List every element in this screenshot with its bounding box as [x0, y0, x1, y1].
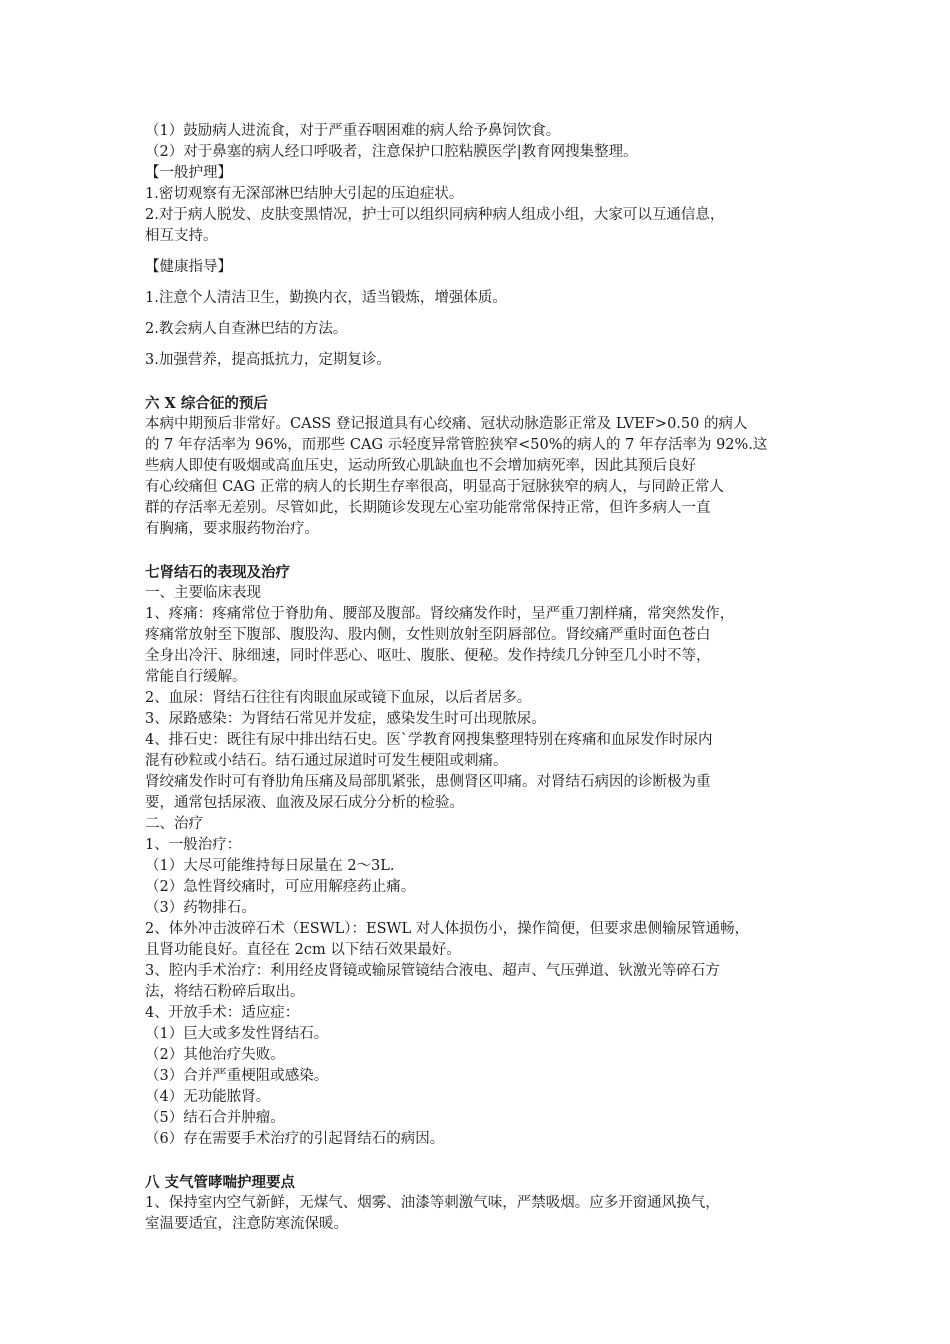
- paragraph-line: 3、腔内手术治疗：利用经皮肾镜或输尿管镜结合液电、超声、气压弹道、钬激光等碎石方: [145, 963, 720, 979]
- paragraph-line: 且肾功能良好。直径在 2cm 以下结石效果最好。: [145, 942, 461, 958]
- paragraph-line: 法，将结石粉碎后取出。: [145, 984, 305, 1000]
- health-guidance-block: [145, 257, 825, 371]
- paragraph-line: （3）合并严重梗阻或感染。: [145, 1068, 329, 1084]
- paragraph-line: 2、血尿：肾结石往往有肉眼血尿或镜下血尿，以后者居多。: [145, 690, 532, 706]
- paragraph-line: 3、尿路感染：为肾结石常见并发症，感染发生时可出现脓尿。: [145, 711, 546, 727]
- paragraph-line: 2.对于病人脱发、皮肤变黑情况，护士可以组织同病种病人组成小组，大家可以互通信息，: [145, 207, 725, 223]
- section-6: [145, 393, 825, 540]
- section-heading: 七肾结石的表现及治疗: [145, 564, 290, 581]
- paragraph-line: （1）巨大或多发性肾结石。: [145, 1026, 329, 1042]
- paragraph-line: 1、保持室内空气新鲜，无煤气、烟雾、油漆等刺激气味，严禁吸烟。应多开窗通风换气，: [145, 1195, 720, 1211]
- paragraph-line: 的 7 年存活率为 96%，而那些 CAG 示轻度异常管腔狭窄<50%的病人的 7 年存活率为 92%.这: [145, 437, 768, 453]
- section-heading: 八 支气管哮喘护理要点: [145, 1174, 296, 1191]
- paragraph-line: 疼痛常放射至下腹部、腹股沟、股内侧，女性则放射至阴唇部位。肾绞痛严重时面色苍白: [145, 627, 711, 643]
- paragraph-line: 1、疼痛：疼痛常位于脊肋角、腰部及腹部。肾绞痛发作时，呈严重刀割样痛，常突然发作，: [145, 606, 735, 622]
- paragraph-line: 4、开放手术：适应症：: [145, 1005, 300, 1021]
- paragraph-line: 二、治疗: [145, 816, 203, 832]
- paragraph-line: 混有砂粒或小结石。结石通过尿道时可发生梗阻或刺痛。: [145, 753, 508, 769]
- paragraph-line: （5）结石合并肿瘤。: [145, 1110, 285, 1126]
- paragraph-line: （1）大尽可能维持每日尿量在 2～3L.: [145, 858, 395, 874]
- paragraph-line: 有胸痛，要求服药物治疗。: [145, 521, 319, 537]
- paragraph-line: （2）其他治疗失败。: [145, 1047, 285, 1063]
- paragraph-line: （2）急性肾绞痛时，可应用解痉药止痛。: [145, 879, 416, 895]
- paragraph-line: 要，通常包括尿液、血液及尿石成分分析的检验。: [145, 795, 464, 811]
- list-item: 1.注意个人清洁卫生，勤换内衣，适当锻炼，增强体质。: [145, 290, 507, 306]
- section-label: 【一般护理】: [145, 165, 232, 181]
- document-page: [145, 121, 825, 1235]
- section-8: [145, 1172, 825, 1235]
- paragraph-line: 常能自行缓解。: [145, 669, 247, 685]
- paragraph-line: 4、排石史：既往有尿中排出结石史。医`学教育网搜集整理特别在疼痛和血尿发作时尿内: [145, 732, 713, 748]
- section-heading: 六 X 综合征的预后: [145, 395, 268, 412]
- paragraph-line: 相互支持。: [145, 228, 218, 244]
- paragraph-line: 室温要适宜，注意防寒流保暖。: [145, 1216, 348, 1232]
- paragraph-line: （6）存在需要手术治疗的引起肾结石的病因。: [145, 1131, 445, 1147]
- paragraph-line: 一、主要临床表现: [145, 585, 261, 601]
- section-7: [145, 562, 825, 1150]
- paragraph-line: （4）无功能脓肾。: [145, 1089, 271, 1105]
- paragraph-line: 1.密切观察有无深部淋巴结肿大引起的压迫症状。: [145, 186, 464, 202]
- paragraph-line: （3）药物排石。: [145, 900, 256, 916]
- paragraph-line: 本病中期预后非常好。CASS 登记报道具有心绞痛、冠状动脉造影正常及 LVEF>0.50 的病人: [145, 416, 748, 432]
- paragraph-line: 有心绞痛但 CAG 正常的病人的长期生存率很高，明显高于冠脉狭窄的病人，与同龄正常人: [145, 479, 724, 495]
- paragraph-line: 群的存活率无差别。尽管如此，长期随诊发现左心室功能常常保持正常，但许多病人一直: [145, 500, 711, 516]
- section-label: 【健康指导】: [145, 259, 232, 275]
- list-item: 3.加强营养，提高抵抗力，定期复诊。: [145, 352, 391, 368]
- paragraph-line: 1、一般治疗：: [145, 837, 242, 853]
- paragraph-line: （2）对于鼻塞的病人经口呼吸者，注意保护口腔粘膜医学|教育网搜集整理。: [145, 144, 638, 160]
- paragraph-line: 肾绞痛发作时可有脊肋角压痛及局部肌紧张，患侧肾区叩痛。对肾结石病因的诊断极为重: [145, 774, 711, 790]
- list-item: 2.教会病人自查淋巴结的方法。: [145, 321, 348, 337]
- nursing-block: [145, 121, 825, 247]
- paragraph-line: 些病人即使有吸烟或高血压史，运动所致心肌缺血也不会增加病死率，因此其预后良好: [145, 458, 696, 474]
- paragraph-line: 全身出冷汗、脉细速，同时伴恶心、呕吐、腹胀、便秘。发作持续几分钟至几小时不等，: [145, 648, 711, 664]
- paragraph-line: （1）鼓励病人进流食，对于严重吞咽困难的病人给予鼻饲饮食。: [145, 123, 561, 139]
- paragraph-line: 2、体外冲击波碎石术（ESWL）：ESWL 对人体损伤小，操作简便，但要求患侧输尿管通畅，: [145, 921, 750, 937]
